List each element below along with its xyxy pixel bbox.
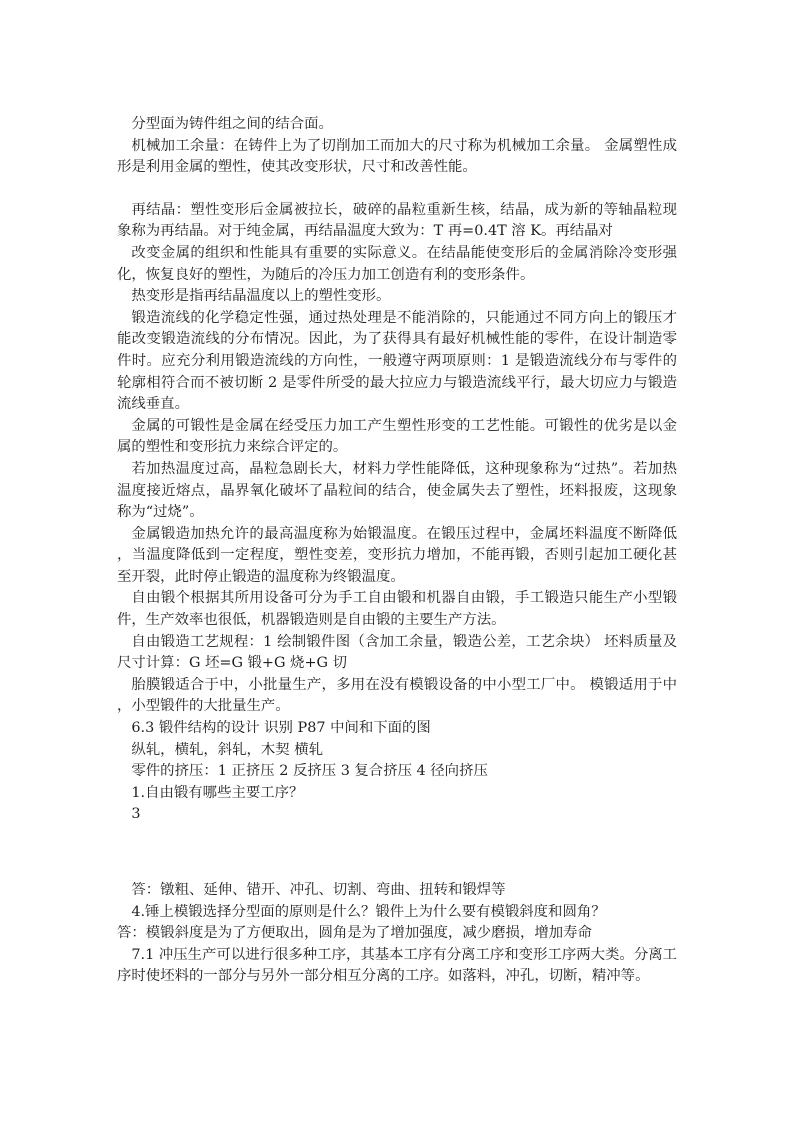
paragraph-structure-properties: 改变金属的组织和性能具有重要的实际意义。在结晶能使变形后的金属消除冷变形强化，恢复良好的塑性，为随后的冷压力加工创造有利的变形条件。	[117, 244, 677, 283]
question-1: 1.自由锻有哪些主要工序？	[131, 784, 304, 801]
paragraph-overheating: 若加热温度过高，晶粒急剧长大，材料力学性能降低，这种现象称为“过热”。若加热温度接近熔点，晶界氧化破坏了晶粒间的结合，使金属失去了塑性，坯料报废，这现象称为“过烧”。	[117, 460, 677, 521]
document-page	[117, 114, 677, 988]
paragraph-rolling: 纵轧，横轧，斜轧，木契 横轧	[131, 741, 324, 758]
question-3: 3	[131, 806, 141, 823]
paragraph-forgeability: 金属的可锻性是金属在经受压力加工产生塑性形变的工艺性能。可锻性的优劣是以金属的塑性和变形抗力来综合评定的。	[117, 417, 677, 456]
paragraph-hot-deformation: 热变形是指再结晶温度以上的塑性变形。	[131, 288, 391, 305]
question-4: 4.锤上模锻选择分型面的原则是什么？锻件上为什么要有模锻斜度和圆角？	[131, 903, 606, 920]
paragraph-machining-allowance: 机械加工余量：在铸件上为了切削加工而加大的尺寸称为机械加工余量。 金属塑性成形是利用金属的塑性，使其改变形状，尺寸和改善性能。	[117, 137, 677, 176]
paragraph-stamping: 7.1 冲压生产可以进行很多种工序，其基本工序有分离工序和变形工序两大类。分离工序时使坯料的一部分与另外一部分相互分离的工序。如落料，冲孔，切断，精冲等。	[117, 946, 677, 985]
paragraph-forging-flow-lines: 锻造流线的化学稳定性强，通过热处理是不能消除的，只能通过不同方向上的锻压才能改变锻造流线的分布情况。因此，为了获得具有最好机械性能的零件，在设计制造零件时。应充分利用锻造流线的方向性，一般遵守两项原则：1 是锻造流线分布与零件的轮廓相符合而不被切断 2 是零件所受的最大拉应力与锻造流线平行，最大切应力与锻造流线垂直。	[117, 309, 677, 413]
paragraph-die-forging: 胎膜锻适合于中，小批量生产，多用在没有模锻设备的中小型工厂中。 模锻适用于中，小型锻件的大批量生产。	[117, 676, 677, 715]
answer-1: 答：镦粗、延伸、错开、冲孔、切割、弯曲、扭转和锻焊等	[131, 882, 506, 898]
paragraph-recrystallization: 再结晶：塑性变形后金属被拉长，破碎的晶粒重新生核，结晶，成为新的等轴晶粒现象称为再结晶。对于纯金属，再结晶温度大致为：T 再=0.4T 溶 K。再结晶对	[117, 201, 677, 240]
answer-4: 答：模锻斜度是为了方便取出，圆角是为了增加强度，减少磨损，增加寿命	[117, 925, 592, 942]
paragraph-free-forging-procedure: 自由锻造工艺规程：1 绘制锻件图（含加工余量，锻造公差，工艺余块） 坯料质量及尺寸计算：G 坯=G 锻+G 烧+G 切	[117, 633, 677, 672]
paragraph-forging-temperature: 金属锻造加热允许的最高温度称为始锻温度。在锻压过程中，金属坯料温度不断降低，当温度降低到一定程度，塑性变差，变形抗力增加，不能再锻，否则引起加工硬化甚至开裂，此时停止锻造的温度称为终锻温度。	[117, 525, 677, 585]
paragraph-parting-surface: 分型面为铸件组之间的结合面。	[131, 116, 333, 132]
paragraph-free-forging-types: 自由锻个根据其所用设备可分为手工自由锻和机器自由锻，手工锻造只能生产小型锻件，生产效率也很低，机器锻造则是自由锻的主要生产方法。	[117, 590, 677, 629]
paragraph-section-6-3: 6.3 锻件结构的设计 识别 P87 中间和下面的图	[131, 720, 431, 737]
paragraph-extrusion: 零件的挤压：1 正挤压 2 反挤压 3 复合挤压 4 径向挤压	[131, 763, 488, 780]
